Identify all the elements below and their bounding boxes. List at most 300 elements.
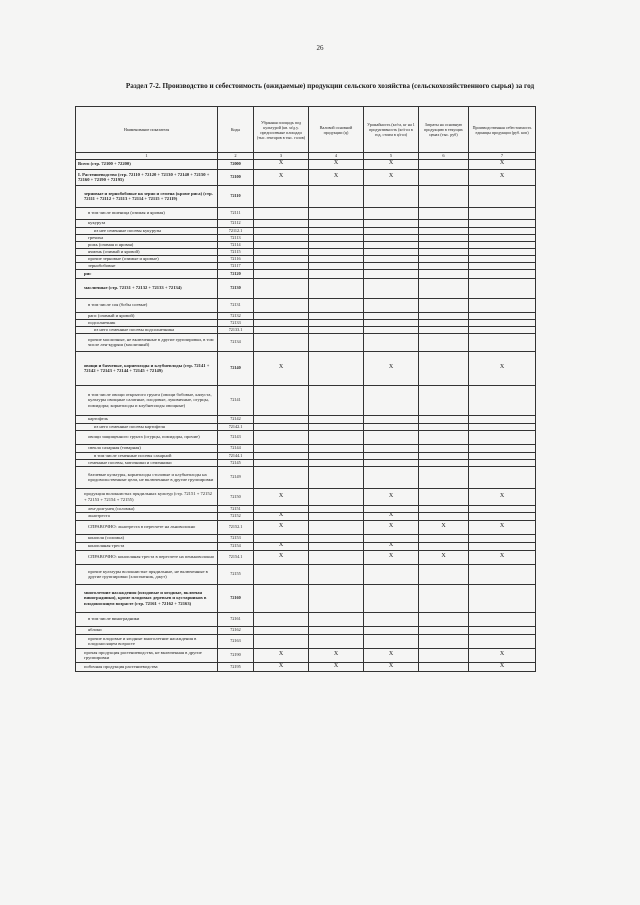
value-cell-c3: X (254, 488, 309, 505)
value-cell-c3 (254, 466, 309, 488)
value-cell-c3: X (254, 542, 309, 550)
row-code: 72190 (218, 648, 254, 662)
row-label: Всего (стр. 72100 + 72200) (76, 159, 218, 169)
value-cell-c4 (309, 452, 364, 459)
row-code: 72111 (218, 207, 254, 219)
value-cell-c5 (364, 612, 419, 626)
row-code: 72120 (218, 269, 254, 278)
value-cell-c3 (254, 219, 309, 227)
value-cell-c4: X (309, 169, 364, 185)
value-cell-c6 (419, 248, 469, 255)
value-cell-c4 (309, 542, 364, 550)
value-cell-c6 (419, 423, 469, 430)
row-code: 72112.1 (218, 227, 254, 234)
row-label: семенные посевы, маточники и семенники (76, 459, 218, 466)
value-cell-c3 (254, 423, 309, 430)
value-cell-c5 (364, 444, 419, 452)
value-cell-c6 (419, 512, 469, 520)
value-cell-c3 (254, 505, 309, 512)
column-number: 5 (364, 153, 419, 160)
table-row (76, 234, 536, 241)
value-cell-c7: X (469, 520, 536, 534)
value-cell-c4 (309, 520, 364, 534)
value-cell-c6 (419, 278, 469, 298)
value-cell-c4 (309, 269, 364, 278)
value-cell-c6: X (419, 550, 469, 564)
value-cell-c4 (309, 248, 364, 255)
value-cell-c3 (254, 227, 309, 234)
value-cell-c7 (469, 634, 536, 648)
row-code: 72195 (218, 662, 254, 671)
value-cell-c4: X (309, 648, 364, 662)
page-number: 26 (316, 44, 324, 52)
value-cell-c7: X (469, 351, 536, 385)
row-label: продукция волокнистых прядильных культур (стр. 72151 + 72152 + 72153 + 72154 + 72155) (76, 488, 218, 505)
value-cell-c6 (419, 430, 469, 444)
value-cell-c7 (469, 326, 536, 333)
table-row (76, 662, 536, 671)
value-cell-c7 (469, 241, 536, 248)
value-cell-c5 (364, 452, 419, 459)
value-cell-c6 (419, 648, 469, 662)
value-cell-c5: X (364, 159, 419, 169)
value-cell-c7: X (469, 550, 536, 564)
value-cell-c5 (364, 278, 419, 298)
value-cell-c4 (309, 234, 364, 241)
value-cell-c3 (254, 626, 309, 634)
row-label: рис (76, 269, 218, 278)
value-cell-c5: X (364, 169, 419, 185)
value-cell-c3: X (254, 520, 309, 534)
row-code: 72133 (218, 319, 254, 326)
value-cell-c6 (419, 169, 469, 185)
value-cell-c7 (469, 227, 536, 234)
value-cell-c4 (309, 466, 364, 488)
value-cell-c4 (309, 415, 364, 423)
value-cell-c5 (364, 241, 419, 248)
value-cell-c6 (419, 488, 469, 505)
row-label: ячмень (озимый и яровой) (76, 248, 218, 255)
value-cell-c7 (469, 234, 536, 241)
production-cost-table (75, 106, 536, 672)
value-cell-c6 (419, 269, 469, 278)
value-cell-c5 (364, 584, 419, 612)
row-label: прочие плодовые и ягодные многолетние насаждения в плодоносящем возрасте (76, 634, 218, 648)
value-cell-c3 (254, 255, 309, 262)
row-code: 72161 (218, 612, 254, 626)
value-cell-c5 (364, 385, 419, 415)
table-row (76, 298, 536, 312)
table-row (76, 648, 536, 662)
table-row (76, 351, 536, 385)
value-cell-c6 (419, 262, 469, 269)
table-row (76, 542, 536, 550)
value-cell-c4 (309, 262, 364, 269)
value-cell-c4 (309, 351, 364, 385)
value-cell-c4 (309, 512, 364, 520)
table-row (76, 612, 536, 626)
value-cell-c4 (309, 385, 364, 415)
row-code: 72145 (218, 459, 254, 466)
row-label: яблоки (76, 626, 218, 634)
value-cell-c4 (309, 326, 364, 333)
value-cell-c4 (309, 584, 364, 612)
value-cell-c6 (419, 298, 469, 312)
value-cell-c6 (419, 505, 469, 512)
row-code: 72144.1 (218, 452, 254, 459)
row-code: 72163 (218, 634, 254, 648)
value-cell-c5: X (364, 520, 419, 534)
value-cell-c7 (469, 505, 536, 512)
row-label: в том числе соя (бобы соевые) (76, 298, 218, 312)
value-cell-c3 (254, 298, 309, 312)
row-label: зерновые и зернобобовые на зерно и семена (кроме риса) (стр. 72111 + 72112 + 72113 + 72114 + 72115 + 72119) (76, 185, 218, 207)
value-cell-c4 (309, 333, 364, 351)
row-code: 72162 (218, 626, 254, 634)
value-cell-c6 (419, 662, 469, 671)
row-label: гречиха (76, 234, 218, 241)
value-cell-c3 (254, 234, 309, 241)
table-row (76, 452, 536, 459)
value-cell-c3: X (254, 169, 309, 185)
value-cell-c3 (254, 312, 309, 319)
value-cell-c7: X (469, 662, 536, 671)
value-cell-c3 (254, 430, 309, 444)
value-cell-c4 (309, 488, 364, 505)
value-cell-c5 (364, 459, 419, 466)
row-code: 72112 (218, 219, 254, 227)
value-cell-c5 (364, 298, 419, 312)
table-row (76, 185, 536, 207)
value-cell-c6 (419, 241, 469, 248)
value-cell-c4 (309, 312, 364, 319)
row-label: из него семенные посевы картофеля (76, 423, 218, 430)
value-cell-c4 (309, 534, 364, 542)
value-cell-c3: X (254, 550, 309, 564)
row-code: 72141 (218, 385, 254, 415)
value-cell-c3 (254, 634, 309, 648)
row-code: 72116 (218, 255, 254, 262)
value-cell-c6 (419, 319, 469, 326)
table-row (76, 262, 536, 269)
value-cell-c6 (419, 207, 469, 219)
value-cell-c5 (364, 319, 419, 326)
value-cell-c6 (419, 534, 469, 542)
header-costs: Затраты на основную продукцию в текущих ценах (тыс. руб) (419, 107, 469, 153)
row-label: овощи и бахчевые, корнеплоды и клубнеплоды (стр. 72141 + 72142 + 72143 + 72144 + 72145 + 72149) (76, 351, 218, 385)
value-cell-c4 (309, 444, 364, 452)
value-cell-c3 (254, 262, 309, 269)
column-number: 7 (469, 153, 536, 160)
value-cell-c4 (309, 423, 364, 430)
table-row (76, 248, 536, 255)
value-cell-c4 (309, 634, 364, 648)
value-cell-c7 (469, 626, 536, 634)
row-code: 72153 (218, 534, 254, 542)
row-label: рожь (озимая и яровая) (76, 241, 218, 248)
row-code: 72100 (218, 169, 254, 185)
value-cell-c7 (469, 219, 536, 227)
value-cell-c5 (364, 255, 419, 262)
header-unit-cost: Производственная себестоимость единицы продукции (руб. коп) (469, 107, 536, 153)
value-cell-c6 (419, 626, 469, 634)
row-label: лен-долгунец (соломка) (76, 505, 218, 512)
value-cell-c6 (419, 459, 469, 466)
row-code: 72149 (218, 466, 254, 488)
table-row (76, 550, 536, 564)
value-cell-c3 (254, 564, 309, 584)
value-cell-c7 (469, 255, 536, 262)
row-code: 72142 (218, 415, 254, 423)
value-cell-c6 (419, 584, 469, 612)
value-cell-c6 (419, 234, 469, 241)
value-cell-c4 (309, 298, 364, 312)
value-cell-c7: X (469, 159, 536, 169)
value-cell-c6 (419, 326, 469, 333)
value-cell-c4 (309, 430, 364, 444)
value-cell-c5 (364, 207, 419, 219)
table-row (76, 564, 536, 584)
row-code: 72000 (218, 159, 254, 169)
value-cell-c5 (364, 505, 419, 512)
value-cell-c7 (469, 298, 536, 312)
row-code: 72151 (218, 505, 254, 512)
row-label: из нее семенные посевы кукурузы (76, 227, 218, 234)
value-cell-c3 (254, 326, 309, 333)
table-row (76, 634, 536, 648)
table-row (76, 319, 536, 326)
row-label: масличные (стр. 72131 + 72132 + 72133 + 72134) (76, 278, 218, 298)
row-code: 72143 (218, 430, 254, 444)
value-cell-c4 (309, 564, 364, 584)
value-cell-c5 (364, 248, 419, 255)
value-cell-c3 (254, 584, 309, 612)
value-cell-c3 (254, 452, 309, 459)
value-cell-c5 (364, 466, 419, 488)
value-cell-c3: X (254, 159, 309, 169)
row-code: 72110 (218, 185, 254, 207)
table-row (76, 241, 536, 248)
value-cell-c6 (419, 255, 469, 262)
value-cell-c7 (469, 542, 536, 550)
value-cell-c6 (419, 444, 469, 452)
value-cell-c7: X (469, 488, 536, 505)
row-label: овощи защищенного грунта (огурцы, помидоры, прочие) (76, 430, 218, 444)
value-cell-c5 (364, 430, 419, 444)
value-cell-c6 (419, 219, 469, 227)
table-row (76, 207, 536, 219)
value-cell-c4 (309, 626, 364, 634)
table-row (76, 227, 536, 234)
value-cell-c5: X (364, 351, 419, 385)
table-row (76, 415, 536, 423)
value-cell-c3: X (254, 662, 309, 671)
row-code: 72150 (218, 488, 254, 505)
row-label: СПРАВОЧНО: конопляная треста в пересчете на пеньковолокно (76, 550, 218, 564)
value-cell-c7: X (469, 169, 536, 185)
value-cell-c3 (254, 444, 309, 452)
table-row (76, 488, 536, 505)
table-row (76, 444, 536, 452)
row-code: 72132 (218, 312, 254, 319)
value-cell-c4 (309, 241, 364, 248)
value-cell-c4: X (309, 662, 364, 671)
value-cell-c5: X (364, 488, 419, 505)
table-row (76, 466, 536, 488)
value-cell-c7 (469, 185, 536, 207)
value-cell-c7 (469, 430, 536, 444)
value-cell-c3 (254, 534, 309, 542)
row-code: 72160 (218, 584, 254, 612)
value-cell-c3 (254, 333, 309, 351)
row-label: побочная продукция растениеводства (76, 662, 218, 671)
table-row (76, 430, 536, 444)
table-row (76, 459, 536, 466)
value-cell-c4 (309, 227, 364, 234)
value-cell-c7 (469, 444, 536, 452)
value-cell-c6 (419, 466, 469, 488)
table-row (76, 159, 536, 169)
table-row (76, 326, 536, 333)
header-yield: Урожайность (кг/га, кг на 1 продуктивность (кг/гол в год, стоим в ц/гол) (364, 107, 419, 153)
table-row (76, 255, 536, 262)
value-cell-c6 (419, 564, 469, 584)
value-cell-c4 (309, 319, 364, 326)
value-cell-c3: X (254, 512, 309, 520)
table-row (76, 219, 536, 227)
row-code: 72142.1 (218, 423, 254, 430)
column-number: 2 (218, 153, 254, 160)
value-cell-c7 (469, 466, 536, 488)
section-title: Раздел 7-2. Производство и себестоимость (ожидаемые) продукции сельского хозяйства (сельскохозяйственного сырья) за год (125, 82, 535, 90)
table-row (76, 584, 536, 612)
table-row (76, 626, 536, 634)
value-cell-c7 (469, 459, 536, 466)
value-cell-c7 (469, 278, 536, 298)
table-row (76, 505, 536, 512)
value-cell-c4 (309, 459, 364, 466)
value-cell-c7 (469, 415, 536, 423)
table-row (76, 423, 536, 430)
value-cell-c6 (419, 452, 469, 459)
value-cell-c6 (419, 415, 469, 423)
column-number-row (76, 153, 536, 160)
value-cell-c3: X (254, 351, 309, 385)
row-code: 72152 (218, 512, 254, 520)
value-cell-c3 (254, 459, 309, 466)
row-code: 72144 (218, 444, 254, 452)
row-code: 72130 (218, 278, 254, 298)
row-label: прочие масличные, не включенные в другие группировки, в том числе лен-кудряш (масличный) (76, 333, 218, 351)
value-cell-c4 (309, 185, 364, 207)
value-cell-c7 (469, 612, 536, 626)
value-cell-c7 (469, 248, 536, 255)
row-code: 72154 (218, 542, 254, 550)
value-cell-c6 (419, 385, 469, 415)
row-label: в том числе пшеница (озимая и яровая) (76, 207, 218, 219)
value-cell-c4 (309, 207, 364, 219)
value-cell-c4 (309, 550, 364, 564)
row-label: СПРАВОЧНО: льнотреста в пересчете на льноволокно (76, 520, 218, 534)
value-cell-c6 (419, 542, 469, 550)
value-cell-c3 (254, 207, 309, 219)
value-cell-c6 (419, 185, 469, 207)
value-cell-c5 (364, 333, 419, 351)
row-code: 72115 (218, 248, 254, 255)
table-row (76, 278, 536, 298)
table-row (76, 385, 536, 415)
row-label: многолетние насаждения (плодовые и ягодные, включая виноградники), кроме плодовых деревьев и кустарников в плодоносящем возрасте (стр. 72161 + 72162 + 72163) (76, 584, 218, 612)
table-row (76, 534, 536, 542)
value-cell-c7 (469, 312, 536, 319)
value-cell-c5 (364, 234, 419, 241)
value-cell-c3 (254, 241, 309, 248)
value-cell-c3 (254, 185, 309, 207)
value-cell-c3 (254, 278, 309, 298)
row-label: из него семенные посевы подсолнечника (76, 326, 218, 333)
value-cell-c5 (364, 312, 419, 319)
value-cell-c5 (364, 634, 419, 648)
value-cell-c3 (254, 319, 309, 326)
value-cell-c7 (469, 262, 536, 269)
value-cell-c3: X (254, 648, 309, 662)
table-row (76, 512, 536, 520)
value-cell-c3 (254, 612, 309, 626)
value-cell-c7 (469, 584, 536, 612)
header-indicator: Наименование показателя (76, 107, 218, 153)
value-cell-c7: X (469, 648, 536, 662)
value-cell-c7 (469, 564, 536, 584)
value-cell-c5 (364, 227, 419, 234)
value-cell-c3 (254, 248, 309, 255)
value-cell-c4 (309, 278, 364, 298)
header-row (76, 107, 536, 153)
value-cell-c5 (364, 269, 419, 278)
row-label: бахчевые культуры, корнеплоды столовые и клубнеплоды на продовольственные цели, не включенные в другие группировки (76, 466, 218, 488)
row-code: 72140 (218, 351, 254, 385)
column-number: 1 (76, 153, 218, 160)
row-code: 72133.1 (218, 326, 254, 333)
value-cell-c6 (419, 634, 469, 648)
row-label: свекла сахарная (товарная) (76, 444, 218, 452)
table-row (76, 169, 536, 185)
row-label: картофель (76, 415, 218, 423)
value-cell-c5: X (364, 542, 419, 550)
value-cell-c7 (469, 512, 536, 520)
value-cell-c6 (419, 227, 469, 234)
row-label: зернобобовые (76, 262, 218, 269)
row-label: кукуруза (76, 219, 218, 227)
value-cell-c7 (469, 452, 536, 459)
row-label: прочая продукция растениеводства, не включенная в другие группировки (76, 648, 218, 662)
table-row (76, 312, 536, 319)
value-cell-c7 (469, 385, 536, 415)
value-cell-c4 (309, 612, 364, 626)
value-cell-c5 (364, 262, 419, 269)
value-cell-c5 (364, 564, 419, 584)
value-cell-c4 (309, 505, 364, 512)
column-number: 3 (254, 153, 309, 160)
value-cell-c7 (469, 319, 536, 326)
value-cell-c6 (419, 159, 469, 169)
row-code: 72154.1 (218, 550, 254, 564)
value-cell-c3 (254, 415, 309, 423)
row-label: подсолнечник (76, 319, 218, 326)
value-cell-c7 (469, 207, 536, 219)
value-cell-c5: X (364, 662, 419, 671)
value-cell-c6 (419, 351, 469, 385)
row-label: в том числе виноградники (76, 612, 218, 626)
